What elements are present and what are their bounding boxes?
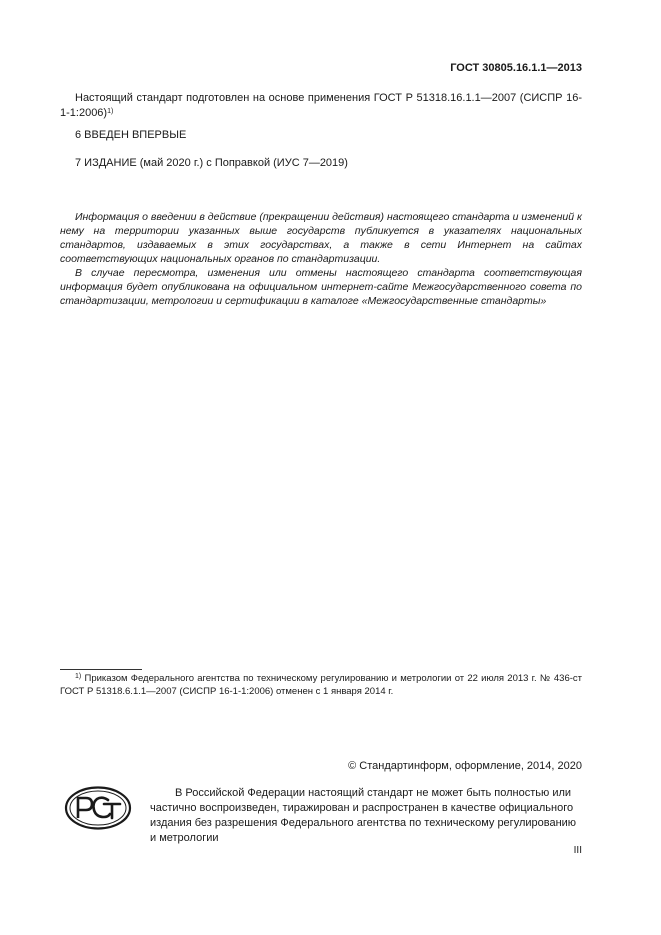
- legal-notice: В Российской Федерации настоящий стандарт не может быть полностью или частично воспроизведен, тиражирован и распространен в качестве официального издания без разрешения Федерального агентства по техническому регулированию и метрологии: [150, 787, 577, 844]
- item-7: 7 ИЗДАНИЕ (май 2020 г.) с Поправкой (ИУС 7—2019): [75, 157, 348, 169]
- info-block: [60, 210, 582, 308]
- page-number: III: [573, 845, 582, 856]
- info-paragraph-2: В случае пересмотра, изменения или отмены настоящего стандарта соответствующая информация будет опубликована на официальном интернет-сайте Межгосударственного совета по стандартизации, метрологии и сертификации в каталоге «Межгосударственные стандарты»: [60, 267, 582, 307]
- footnote-marker: 1): [75, 673, 82, 680]
- item-6: 6 ВВЕДЕН ВПЕРВЫЕ: [75, 129, 187, 141]
- document-number-header: ГОСТ 30805.16.1.1—2013: [450, 62, 582, 74]
- intro-paragraph: [60, 91, 582, 121]
- footnote-ref: 1): [107, 108, 114, 115]
- info-paragraph-1: Информация о введении в действие (прекращении действия) настоящего стандарта и изменений к нему на территории указанных выше государств публикуется в указателях национальных стандартов, издаваемых в этих государствах, а также в сети Интернет на сайтах соответствующих национальных органов по стандартизации.: [60, 211, 582, 265]
- rst-certification-mark-icon: [64, 786, 132, 830]
- footnote-text: Приказом Федерального агентства по техническому регулированию и метрологии от 22 июля 2013 г. № 436-ст ГОСТ Р 51318.6.1.1—2007 (СИСПР 16-1-1:2006) отменен с 1 января 2014 г.: [60, 673, 583, 697]
- footnote-divider: [60, 669, 142, 670]
- copyright-line: © Стандартинформ, оформление, 2014, 2020: [348, 760, 582, 772]
- intro-text: Настоящий стандарт подготовлен на основе применения ГОСТ Р 51318.16.1.1—2007 (СИСПР 16-1-1:2006): [60, 92, 582, 119]
- footnote: [60, 672, 582, 698]
